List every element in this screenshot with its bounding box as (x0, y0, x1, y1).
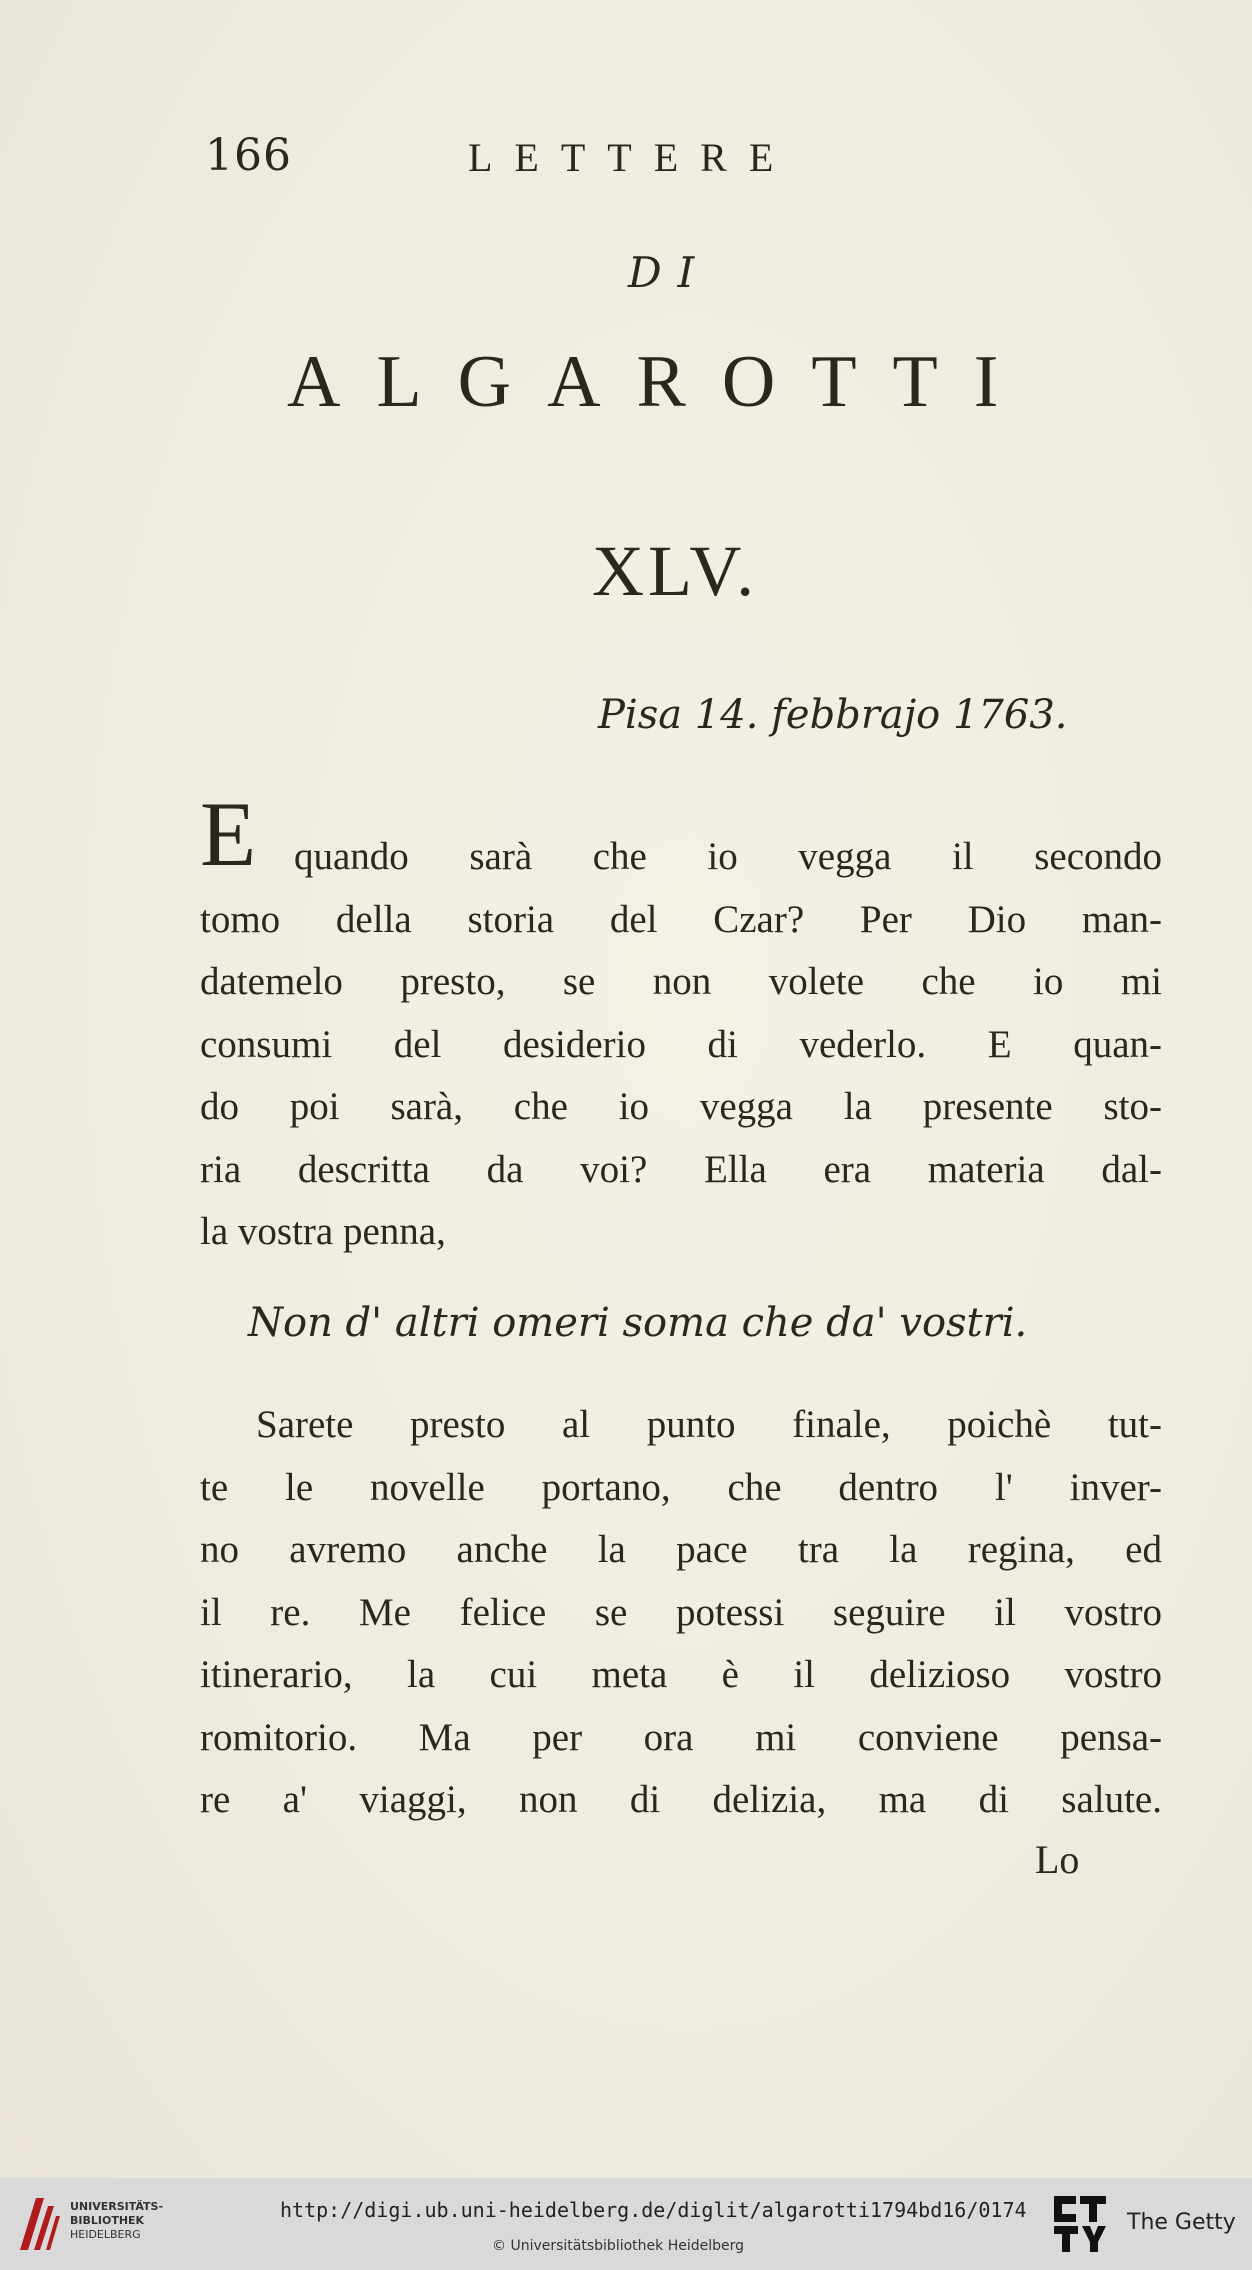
text-line: Sarete presto al punto finale, poichè tut- (256, 1403, 1162, 1446)
library-name-line: HEIDELBERG (70, 2228, 141, 2241)
dateline: Pisa 14. febbrajo 1763. (598, 692, 1068, 738)
catchword: Lo (1035, 1837, 1080, 1882)
library-name-line: UNIVERSITÄTS- (70, 2200, 164, 2213)
text-line: itinerario, la cui meta è il delizioso vostro (200, 1653, 1162, 1696)
verse-quotation: Non d' altri omeri soma che da' vostri. (248, 1300, 1028, 1346)
page-number: 166 (205, 130, 292, 181)
text-line: datemelo presto, se non volete che io mi (200, 960, 1162, 1003)
running-title: LETTERE (468, 135, 796, 180)
university-library-logo-icon (14, 2192, 64, 2256)
drop-cap: E (200, 783, 257, 885)
text-line: il re. Me felice se potessi seguire il vostro (200, 1590, 1162, 1634)
permalink-url[interactable]: http://digi.ub.uni-heidelberg.de/diglit/algarotti1794bd16/0174 (280, 2198, 1027, 2222)
library-name-line: BIBLIOTHEK (70, 2214, 145, 2227)
text-line: re a' viaggi, non di delizia, ma di salute. (200, 1778, 1162, 1821)
letter-number: XLV. (592, 531, 759, 611)
text-line: consumi del desiderio di vederlo. E quan- (200, 1022, 1162, 1066)
title-di: DI (628, 248, 711, 297)
text-line: quando sarà che io vegga il secondo (294, 835, 1162, 878)
text-line: romitorio. Ma per ora mi conviene pensa- (200, 1715, 1162, 1759)
text-line: te le novelle portano, che dentro l' inver- (200, 1465, 1162, 1509)
text-line: do poi sarà, che io vegga la presente sto- (200, 1085, 1162, 1128)
text-line: la vostra penna, (200, 1210, 446, 1253)
text-line: ria descritta da voi? Ella era materia dal- (200, 1147, 1162, 1191)
text-line: no avremo anche la pace tra la regina, ed (200, 1528, 1162, 1571)
first-paragraph (200, 826, 1162, 1264)
getty-logo-icon (1052, 2194, 1108, 2254)
library-name (70, 2200, 163, 2242)
partner-name: The Getty (1127, 2210, 1236, 2235)
author-title: ALGAROTTI (287, 341, 1035, 423)
second-paragraph (200, 1394, 1162, 1832)
footer-bar (0, 2178, 1252, 2270)
text-line: tomo della storia del Czar? Per Dio man- (200, 897, 1162, 941)
copyright-notice: © Universitätsbibliothek Heidelberg (492, 2238, 745, 2254)
